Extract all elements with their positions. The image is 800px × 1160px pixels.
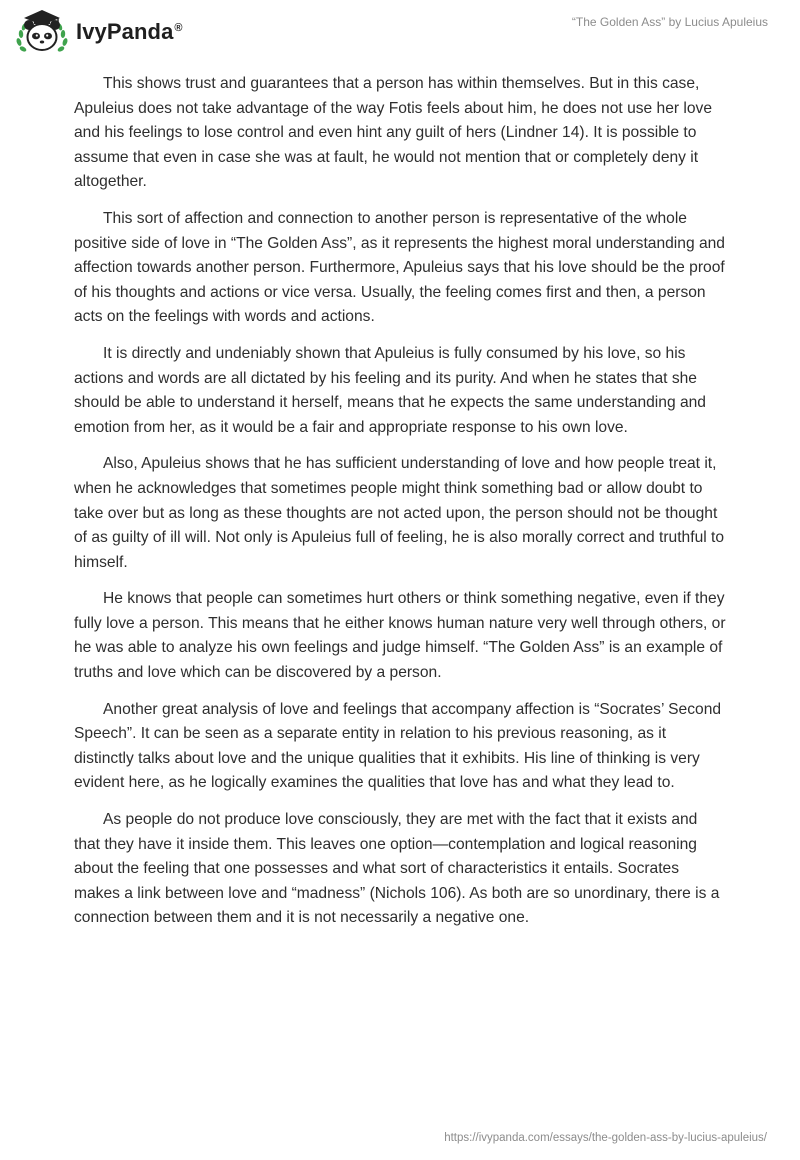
- brand-name: IvyPanda®: [76, 19, 183, 44]
- brand-logo[interactable]: [14, 6, 183, 56]
- paragraph: It is directly and undeniably shown that Apuleius is fully consumed by his love, so his actions and words are all dictated by his feeling and its purity. And when he states that she should be able to understand it herself, means that he expects the same understanding and emotion from her, as it would be a fair and appropriate response to his own love.: [74, 344, 706, 436]
- page-header: [0, 0, 800, 60]
- paragraph: He knows that people can sometimes hurt others or think something negative, even if they fully love a person. This means that he either knows human nature very well through others, or he was able to analyze his own feelings and judge himself. “The Golden Ass” is an example of truths and love which can be discovered by a person.: [74, 590, 726, 682]
- paragraph: This shows trust and guarantees that a person has within themselves. But in this case, Apuleius does not take advantage of the way Fotis feels about him, he does not use her love and his feelings to lose control and even hint any guilt of hers (Lindner 14). It is possible to assume that even in case she was at fault, he would not mention that or completely deny it altogether.: [74, 75, 713, 191]
- panda-graduation-cap-icon: [14, 6, 70, 56]
- paragraph: This sort of affection and connection to another person is representative of the whole positive side of love in “The Golden Ass”, as it represents the highest moral understanding and affection towards another person. Furthermore, Apuleius says that his love should be the proof of his thoughts and actions or vice versa. Usually, the feeling comes first and then, a person acts on the feelings with words and actions.: [74, 209, 725, 326]
- document-title: “The Golden Ass” by Lucius Apuleius: [571, 15, 768, 29]
- registered-mark: ®: [174, 21, 183, 34]
- essay-body: [74, 72, 726, 943]
- paragraph: As people do not produce love consciously, they are met with the fact that it exists and that they have it inside them. This leaves one option—contemplation and logical reasoning about the feeling that one possesses and what sort of characteristics it entails. Socrates makes a link between love and “madness” (Nichols 106). As both are so unordinary, there is a connection between them and it is not necessarily a negative one.: [74, 811, 720, 927]
- source-url-link[interactable]: https://ivypanda.com/essays/the-golden-ass-by-lucius-apuleius/: [444, 1132, 767, 1144]
- paragraph: Another great analysis of love and feelings that accompany affection is “Socrates’ Second Speech”. It can be seen as a separate entity in relation to his previous reasoning, as it distinctly talks about love and the unique qualities that it exhibits. His line of thinking is very evident here, as he logically examines the qualities that love has and what they lead to.: [74, 700, 722, 792]
- paragraph: Also, Apuleius shows that he has sufficient understanding of love and how people treat it, when he acknowledges that sometimes people might think something bad or allow doubt to take over but as long as these thoughts are not acted upon, the person should not be thought of as guilty of ill will. Not only is Apuleius full of feeling, he is also morally correct and truthful to himself.: [74, 455, 725, 571]
